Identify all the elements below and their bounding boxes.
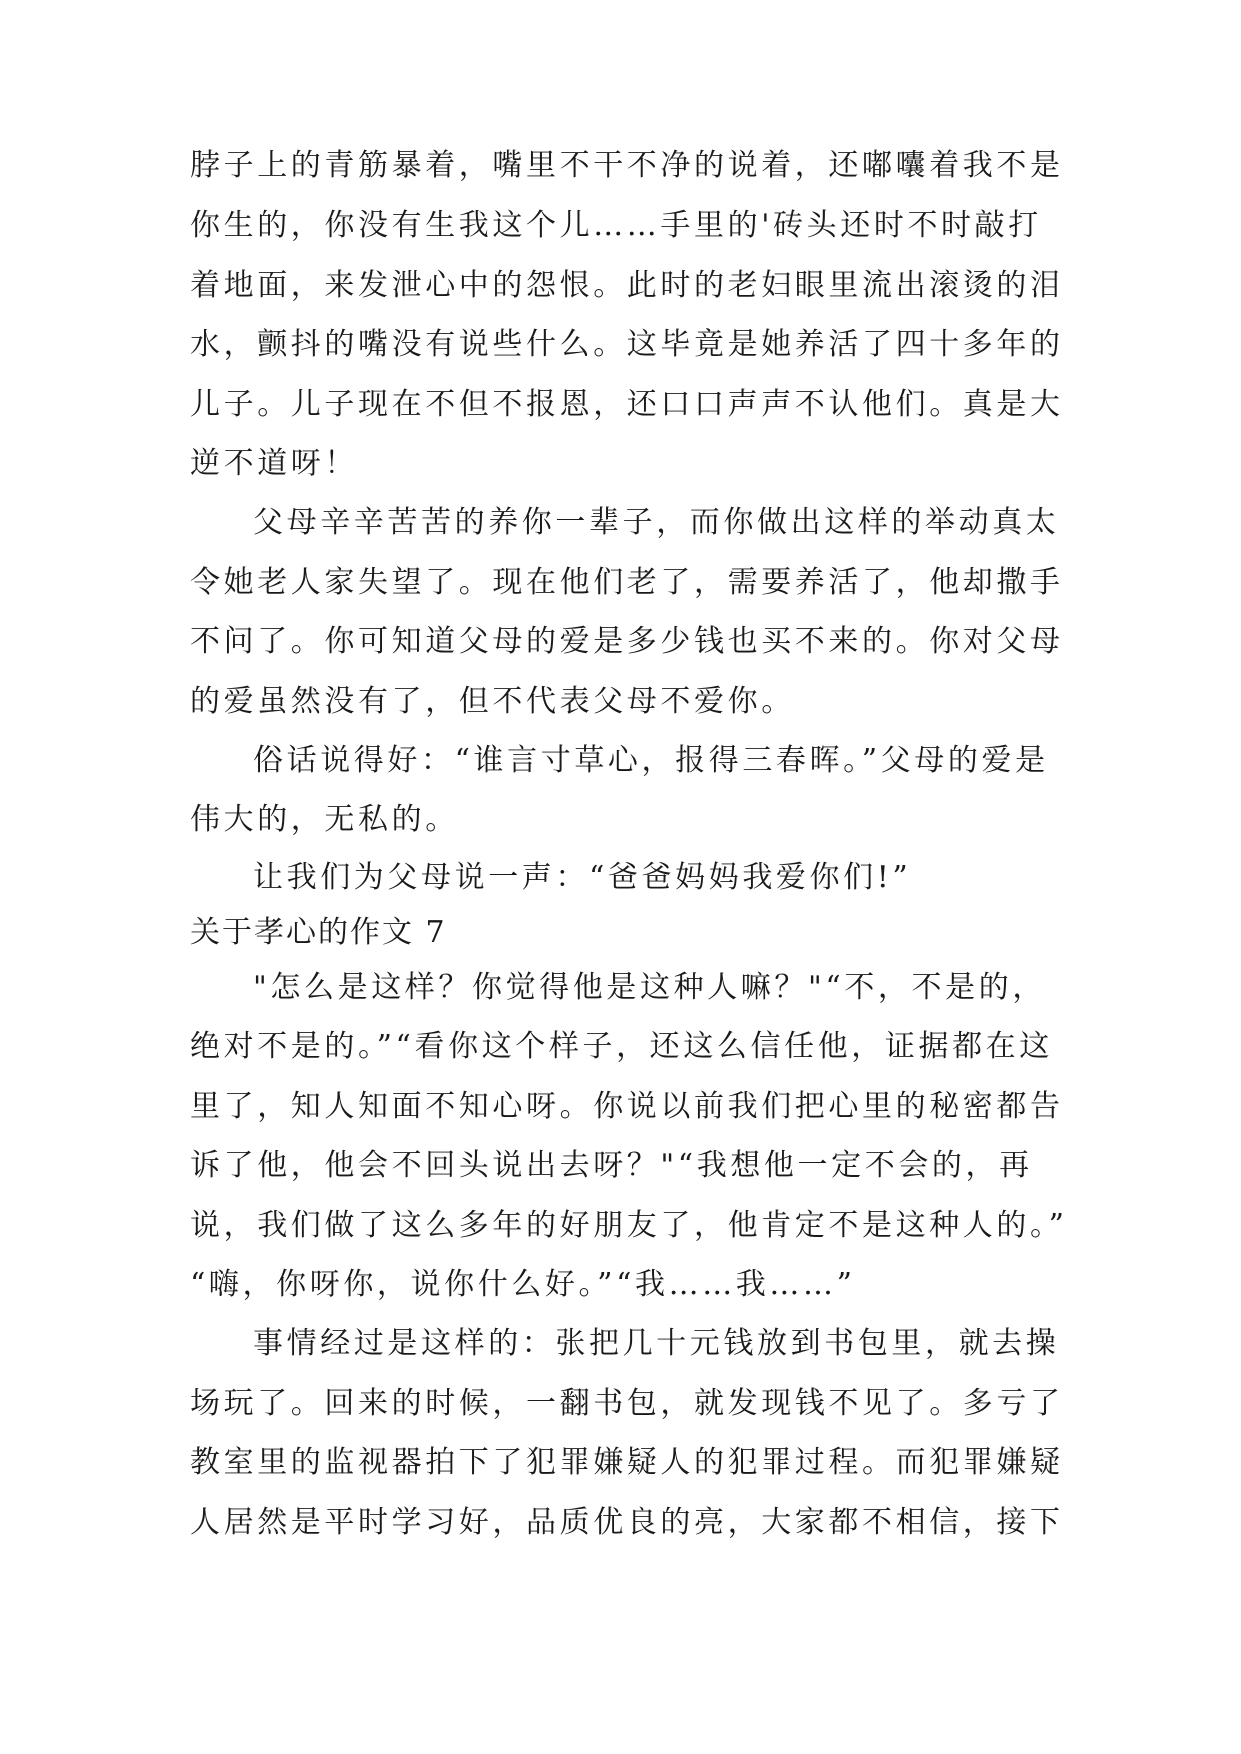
text-line: 着地面，来发泄心中的怨恨。此时的老妇眼里流出滚烫的泪 (190, 268, 1064, 303)
text-line: 令她老人家失望了。现在他们老了，需要养活了，他却撒手 (190, 565, 1064, 600)
section-heading: 关于孝心的作文 7 (190, 915, 447, 950)
text-line: “嗨，你呀你，说你什么好。”“我……我……” (190, 1267, 856, 1302)
text-line: 伟大的，无私的。 (190, 802, 459, 837)
text-line: 说，我们做了这么多年的好朋友了，他肯定不是这种人的。” (190, 1208, 1068, 1243)
text-line: 父母辛辛苦苦的养你一辈子，而你做出这样的举动真太 (253, 505, 1060, 540)
text-line: 不问了。你可知道父母的爱是多少钱也买不来的。你对父母 (190, 624, 1064, 659)
text-line: 俗话说得好：“谁言寸草心，报得三春晖。”父母的爱是 (253, 743, 1049, 778)
text-line: "怎么是这样？你觉得他是这种人嘛？"“不，不是的， (253, 970, 1046, 1005)
text-line: 诉了他，他会不回头说出去呀？"“我想他一定不会的，再 (190, 1148, 1033, 1183)
text-line: 场玩了。回来的时候，一翻书包，就发现钱不见了。多亏了 (190, 1386, 1064, 1421)
text-line: 人居然是平时学习好，品质优良的亮，大家都不相信，接下 (190, 1505, 1064, 1540)
text-line: 脖子上的青筋暴着，嘴里不干不净的说着，还嘟囔着我不是 (190, 148, 1064, 183)
text-line: 绝对不是的。”“看你这个样子，还这么信任他，证据都在这 (190, 1029, 1053, 1064)
text-line: 事情经过是这样的：张把几十元钱放到书包里，就去操 (253, 1326, 1060, 1361)
text-line: 的爱虽然没有了，但不代表父母不爱你。 (190, 684, 795, 719)
text-line: 水，颤抖的嘴没有说些什么。这毕竟是她养活了四十多年的 (190, 327, 1064, 362)
text-line: 让我们为父母说一声：“爸爸妈妈我爱你们!” (253, 860, 912, 895)
text-line: 儿子。儿子现在不但不报恩，还口口声声不认他们。真是大 (190, 387, 1064, 422)
text-line: 你生的，你没有生我这个儿……手里的'砖头还时不时敲打 (190, 208, 1042, 243)
text-line: 里了，知人知面不知心呀。你说以前我们把心里的秘密都告 (190, 1089, 1064, 1124)
text-line: 逆不道呀！ (190, 446, 358, 481)
text-line: 教室里的监视器拍下了犯罪嫌疑人的犯罪过程。而犯罪嫌疑 (190, 1445, 1064, 1480)
